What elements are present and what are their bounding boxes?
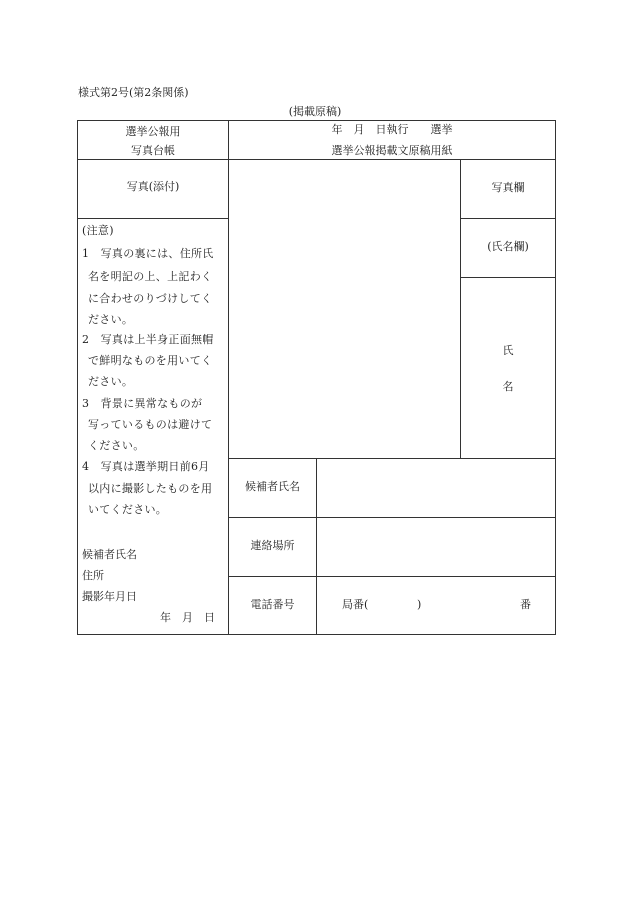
notes-heading: (注意) — [82, 224, 114, 237]
phone-number-suffix: 番 — [520, 598, 531, 611]
note-line: ださい。 — [88, 313, 134, 326]
phone-label: 電話番号 — [250, 598, 295, 611]
note-line: ください。 — [88, 439, 145, 452]
note-line: 4 写真は選挙期日前6月 — [82, 460, 210, 473]
name-char-2: 名 — [502, 380, 514, 393]
name-column-label: (氏名欄) — [487, 240, 529, 253]
note-line: 写っているものは避けて — [88, 418, 213, 431]
note-line: に合わせのりづけしてく — [88, 292, 213, 305]
note-line: 以内に撮影したものを用 — [88, 482, 213, 495]
form-subtitle: (掲載原稿) — [288, 105, 342, 118]
candidate-name-label: 候補者氏名 — [245, 480, 300, 493]
note-line: で鮮明なものを用いてく — [88, 354, 213, 367]
photo-column-label: 写真欄 — [491, 181, 525, 194]
note-line: 1 写真の裏には、住所氏 — [82, 247, 214, 260]
left-header-line1: 選挙公報用 — [125, 125, 181, 138]
phone-area-suffix: ) — [417, 598, 422, 611]
candidate-name-field: 候補者氏名 — [82, 548, 137, 561]
phone-area-prefix: 局番( — [342, 598, 369, 611]
election-date-line: 年 月 日執行 選挙 — [331, 123, 453, 136]
form-heading: 選挙公報掲載文原稿用紙 — [331, 144, 453, 157]
note-line: 3 背景に異常なものが — [82, 397, 203, 410]
name-char-1: 氏 — [502, 344, 514, 357]
form-number: 様式第2号(第2条関係) — [78, 86, 189, 99]
photo-attach-label: 写真(添付) — [126, 180, 180, 193]
left-header-line2: 写真台帳 — [131, 144, 175, 157]
date-format: 年 月 日 — [160, 611, 215, 624]
contact-label: 連絡場所 — [250, 539, 295, 552]
note-line: いてください。 — [88, 503, 168, 516]
address-field: 住所 — [82, 569, 104, 582]
note-line: 名を明記の上、上記わく — [88, 270, 213, 283]
note-line: ださい。 — [88, 375, 134, 388]
note-line: 2 写真は上半身正面無帽 — [82, 333, 214, 346]
photo-date-field: 撮影年月日 — [82, 590, 137, 603]
